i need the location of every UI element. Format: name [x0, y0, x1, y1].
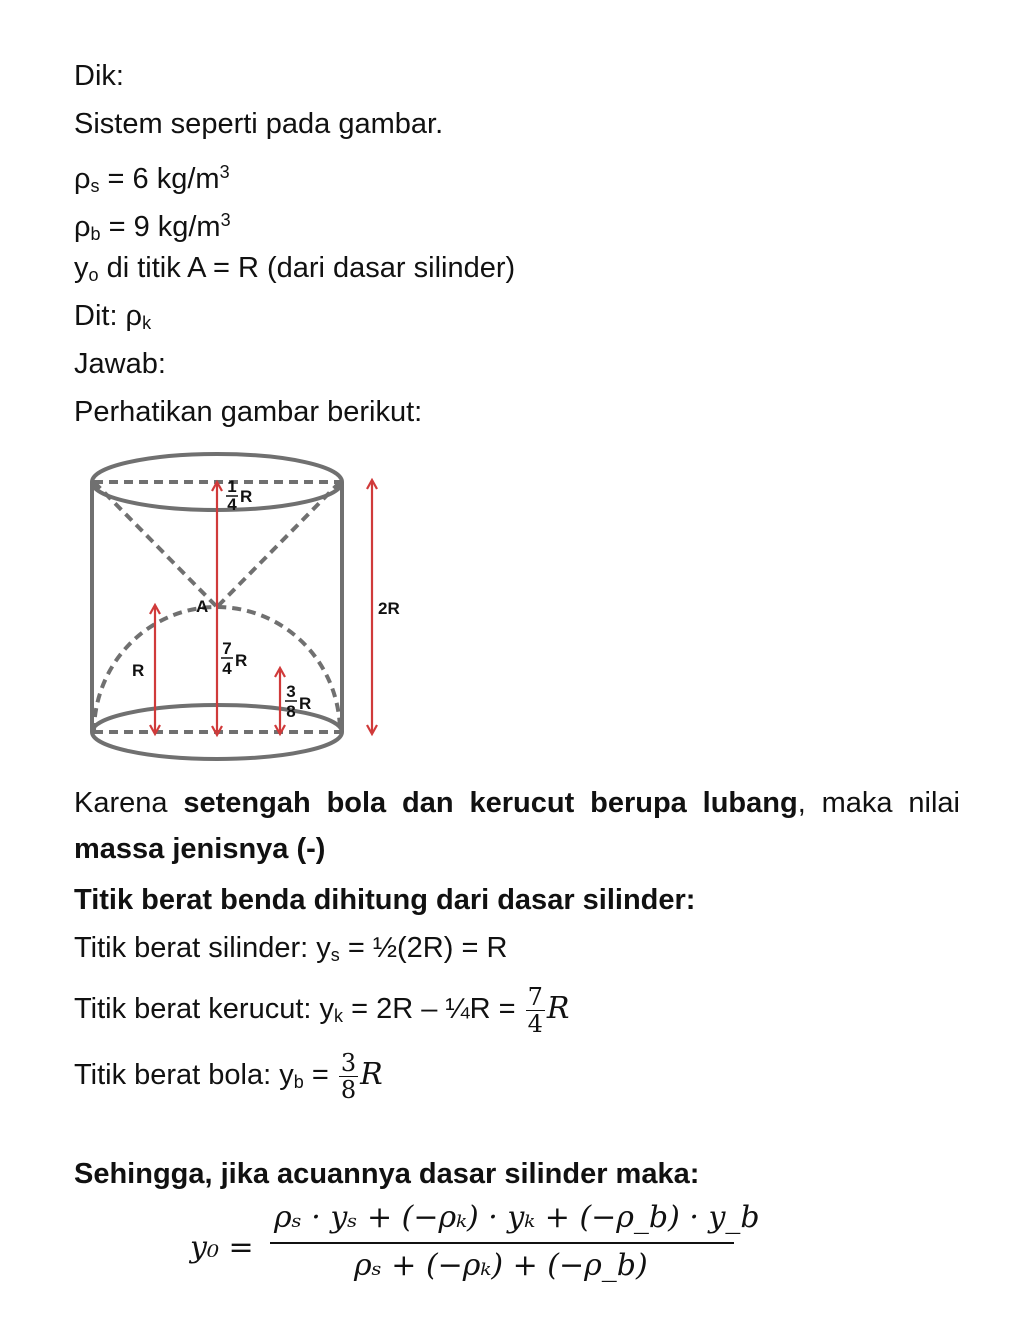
label-2R: 2R — [378, 599, 400, 618]
formula-numerator: ρₛ · yₛ + (−ρₖ) · yₖ + (−ρ_b) · y_b — [274, 1200, 760, 1235]
cyl-sub: s — [330, 945, 340, 965]
asked-prefix: Dit: ρ — [74, 300, 143, 332]
answer-heading: Jawab: — [74, 348, 166, 380]
label-A: A — [196, 597, 209, 616]
rho-b-sub: b — [90, 224, 101, 244]
ball-sub: b — [293, 1072, 304, 1093]
ball-value: = — [303, 1059, 337, 1092]
cyl-value: = ½(2R) = R — [339, 932, 508, 964]
cone-label: Titik berat kerucut: y — [74, 993, 335, 1026]
ball-centroid-line — [74, 1050, 383, 1103]
cylinder-figure — [86, 446, 426, 771]
observe-line: Perhatikan gambar berikut: — [74, 396, 423, 428]
p1-bold: setengah bola dan kerucut berupa lubang — [183, 787, 798, 819]
explanation-paragraph — [74, 780, 960, 872]
p1-bold2: massa jenisnya (-) — [74, 833, 326, 865]
quarter-r: R — [240, 487, 253, 506]
y0-sub: o — [88, 265, 99, 285]
seven-den: 4 — [222, 659, 232, 678]
three-num: 3 — [286, 682, 296, 701]
ball-label: Titik berat bola: y — [74, 1059, 294, 1092]
ball-r: R — [360, 1057, 383, 1093]
rho-b-line — [74, 202, 231, 252]
cone-num: 7 — [527, 983, 543, 1011]
quarter-den: 4 — [227, 495, 237, 514]
rho-b-exp: 3 — [220, 210, 231, 230]
y0-line — [74, 250, 515, 293]
y0-text: di titik A = R (dari dasar silinder) — [98, 252, 516, 284]
given-heading: Dik: — [74, 60, 124, 92]
cone-value: = 2R – ¼R = — [343, 993, 524, 1026]
cylinder-centroid-line — [74, 930, 507, 973]
cone-left-edge — [94, 482, 217, 607]
cone-r: R — [546, 991, 570, 1027]
rho-s-value: = 6 kg/m — [99, 163, 220, 195]
seven-num: 7 — [222, 639, 232, 658]
asked-sub: k — [142, 313, 152, 333]
formula-denominator: ρₛ + (−ρₖ) + (−ρ_b) — [354, 1248, 648, 1283]
quarter-num: 1 — [227, 477, 237, 496]
three-r: R — [299, 694, 312, 713]
formula-lhs: y₀ = — [190, 1230, 254, 1265]
rho-b-symbol: ρ — [74, 211, 91, 243]
rho-s-line — [74, 154, 230, 204]
label-R: R — [132, 661, 145, 680]
system-line: Sistem seperti pada gambar. — [74, 108, 444, 140]
conclusion-heading: Sehingga, jika acuannya dasar silinder maka: — [74, 1158, 700, 1190]
three-den: 8 — [286, 702, 296, 721]
rho-s-exp: 3 — [219, 162, 230, 182]
cone-den: 4 — [527, 1010, 543, 1038]
centroid-heading: Titik berat benda dihitung dari dasar silinder: — [74, 884, 696, 916]
y0-symbol: y — [74, 252, 89, 284]
seven-r: R — [235, 651, 248, 670]
formula-fraction-bar — [270, 1242, 734, 1244]
cone-sub: k — [334, 1006, 344, 1027]
rho-b-value: = 9 kg/m — [100, 211, 221, 243]
ball-fraction — [339, 1050, 358, 1103]
cyl-label: Titik berat silinder: y — [74, 932, 331, 964]
rho-s-symbol: ρ — [74, 163, 91, 195]
rho-s-sub: s — [90, 176, 100, 196]
p1-start: Karena — [74, 787, 184, 819]
cone-centroid-line — [74, 984, 569, 1037]
cone-fraction — [526, 984, 545, 1037]
ball-num: 3 — [340, 1049, 357, 1077]
asked-line — [74, 298, 151, 341]
p1-mid: , maka nilai — [797, 787, 960, 819]
cylinder-diagram — [86, 446, 426, 766]
ball-den: 8 — [340, 1076, 357, 1104]
